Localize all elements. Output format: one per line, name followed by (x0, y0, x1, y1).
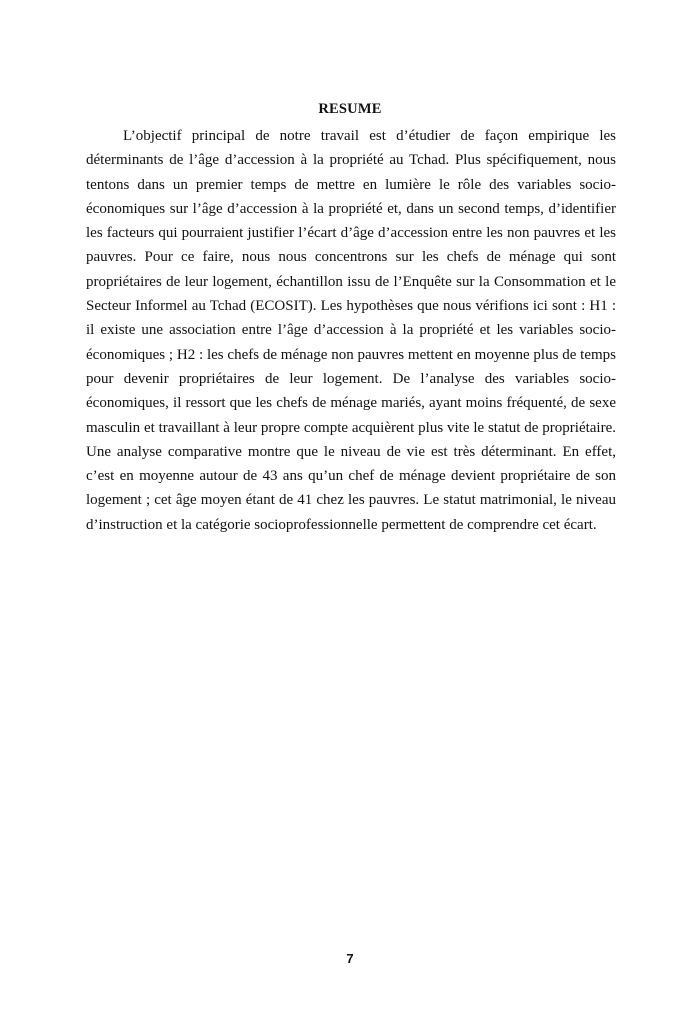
abstract-paragraph: L’objectif principal de notre travail est d’étudier de façon empirique les déterminants de l’âge d’accession à la propriété au Tchad. Plus spécifiquement, nous tentons dans un premier temps de mettre en lumière le rôle des variables socio-économiques sur l’âge d’accession à la propriété et, dans un second temps, d’identifier les facteurs qui pourraient justifier l’écart d’âge d’accession entre les non pauvres et les pauvres. Pour ce faire, nous nous concentrons sur les chefs de ménage qui sont propriétaires de leur logement, échantillon issu de l’Enquête sur la Consommation et le Secteur Informel au Tchad (ECOSIT). Les hypothèses que nous vérifions ici sont : H1 : il existe une association entre l’âge d’accession à la propriété et les variables socio-économiques ; H2 : les chefs de ménage non pauvres mettent en moyenne plus de temps pour devenir propriétaires de leur logement. De l’analyse des variables socio-économiques, il ressort que les chefs de ménage mariés, ayant moins fréquenté, de sexe masculin et travaillant à leur propre compte acquièrent plus vite le statut de propriétaire. Une analyse comparative montre que le niveau de vie est très déterminant. En effet, c’est en moyenne autour de 43 ans qu’un chef de ménage devient propriétaire de son logement ; cet âge moyen étant de 41 chez les pauvres. Le statut matrimonial, le niveau d’instruction et la catégorie socioprofessionnelle permettent de comprendre cet écart. (86, 128, 616, 533)
page-number: 7 (346, 951, 354, 966)
section-heading: RESUME (318, 101, 382, 117)
